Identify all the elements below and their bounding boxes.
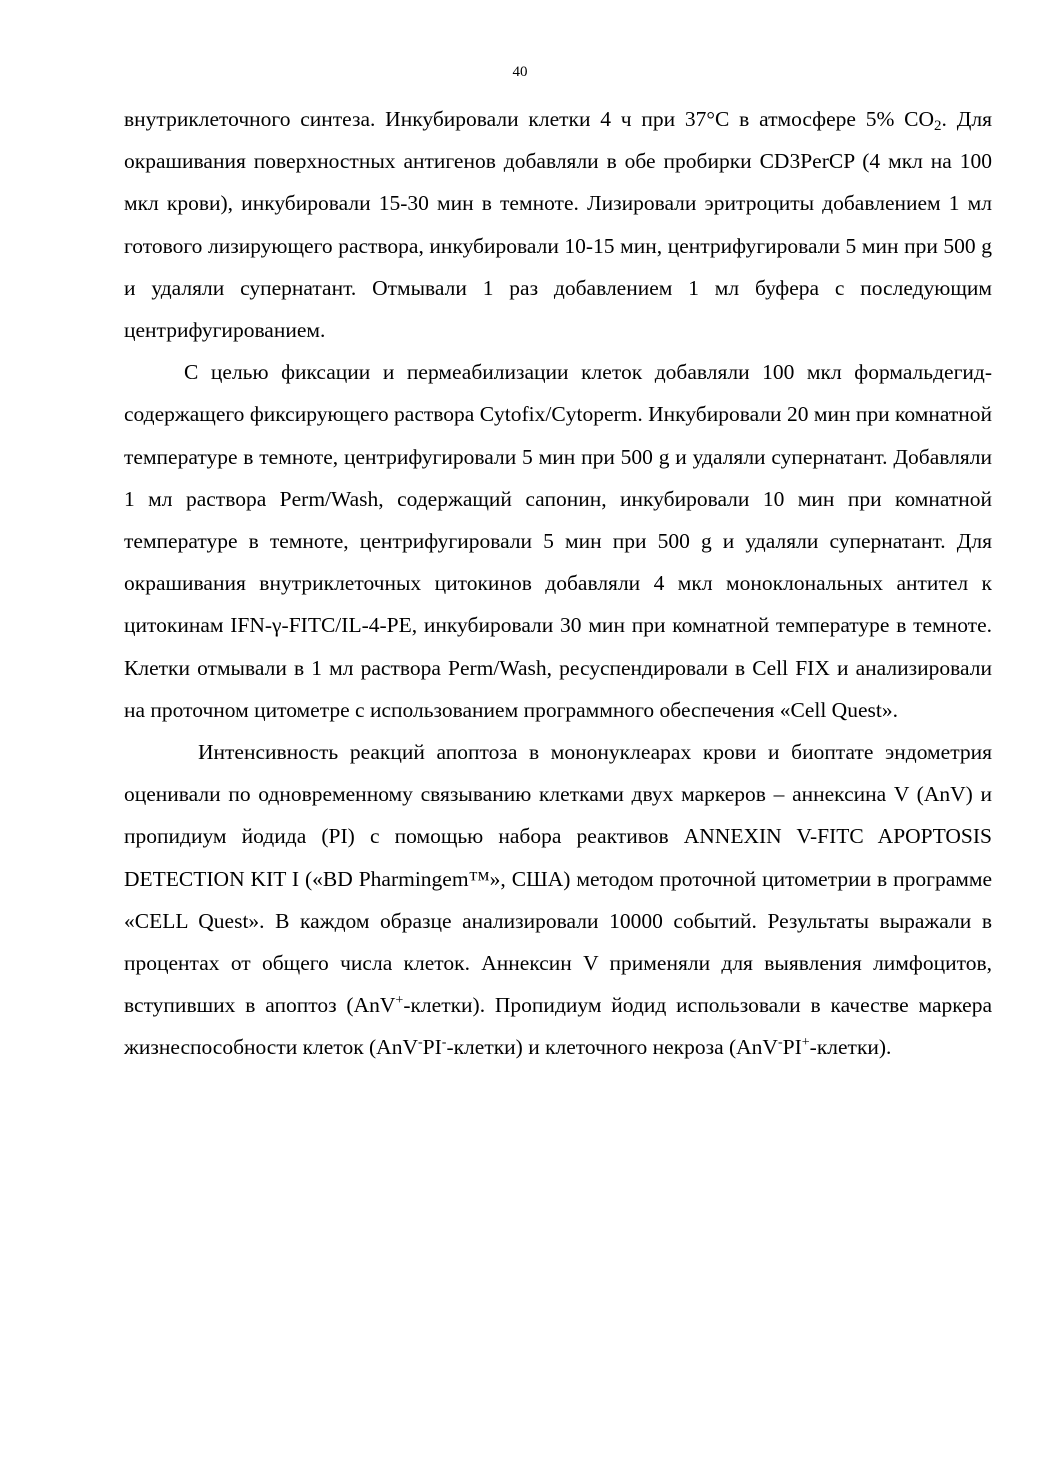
paragraph-1-text-1: внутриклеточного синтеза. Инкубировали клетки 4 ч при 37°C в атмосфере 5% CO (124, 107, 935, 131)
paragraph-1-text-2: . Для окрашивания поверхностных антигенов добавляли в обе пробирки CD3PerCP (4 мкл на 100 мкл крови), инкубировали 15-30 мин в темноте. Лизировали эритроциты добавлением 1 мл готового лизирующего раствора, инкубировали 10-15 мин, центрифугировали 5 мин при 500 g и удаляли супернатант. Отмывали 1 раз добавлением 1 мл буфера с последующим центрифугированием. (124, 107, 992, 343)
subscript-co2: 2 (934, 118, 942, 134)
superscript-5: + (801, 1035, 810, 1051)
paragraph-3-text-1: Интенсивность реакций апоптоза в мононуклеарах крови и биоптате эндометрия оценивали по одновременному связыванию клетками двух маркеров – аннексина V (AnV) и пропидиум йодида (PI) с помощью набора реактивов ANNEXIN V-FITC APOPTOSIS DETECTION KIT I («BD Pharmingem™», США) методом проточной цитометрии в программе «CELL Quest». В каждом образце анализировали 10000 событий. Результаты выражали в процентах от общего числа клеток. Аннексин V применяли для выявления лимфоцитов, вступивших в апоптоз (AnV (124, 740, 992, 1018)
paragraph-3-text-4: -клетки) и клеточного некроза (AnV (446, 1035, 778, 1060)
superscript-1: + (395, 993, 404, 1009)
page-number: 40 (512, 64, 528, 80)
paragraph-3-text-5: PI (782, 1035, 802, 1060)
paragraph-3-text-2: -клетки). Пропидиум йодид использовали в качестве маркера жизнеспособности клеток (AnV (124, 993, 992, 1060)
paragraph-3-text-3: PI (422, 1035, 442, 1060)
superscript-3: - (441, 1035, 447, 1051)
paragraph-1 (124, 98, 992, 351)
paragraph-3-text-6: -клетки). (809, 1035, 892, 1060)
superscript-2: - (417, 1035, 423, 1051)
document-body (124, 98, 992, 1069)
paragraph-3 (124, 731, 992, 1069)
superscript-4: - (777, 1035, 783, 1051)
paragraph-2: С целью фиксации и пермеабилизации клеток добавляли 100 мкл формальдегид-содержащего фиксирующего раствора Cytofix/Cytoperm. Инкубировали 20 мин при комнатной температуре в темноте, центрифугировали 5 мин при 500 g и удаляли супернатант. Добавляли 1 мл раствора Perm/Wash, содержащий сапонин, инкубировали 10 мин при комнатной температуре в темноте, центрифугировали 5 мин при 500 g и удаляли супернатант. Для окрашивания внутриклеточных цитокинов добавляли 4 мкл моноклональных антител к цитокинам IFN-γ-FITC/IL-4-PE, инкубировали 30 мин при комнатной температуре в темноте. Клетки отмывали в 1 мл раствора Perm/Wash, ресуспендировали в Cell FIX и анализировали на проточном цитометре с использованием программного обеспечения «Cell Quest». (124, 360, 992, 722)
